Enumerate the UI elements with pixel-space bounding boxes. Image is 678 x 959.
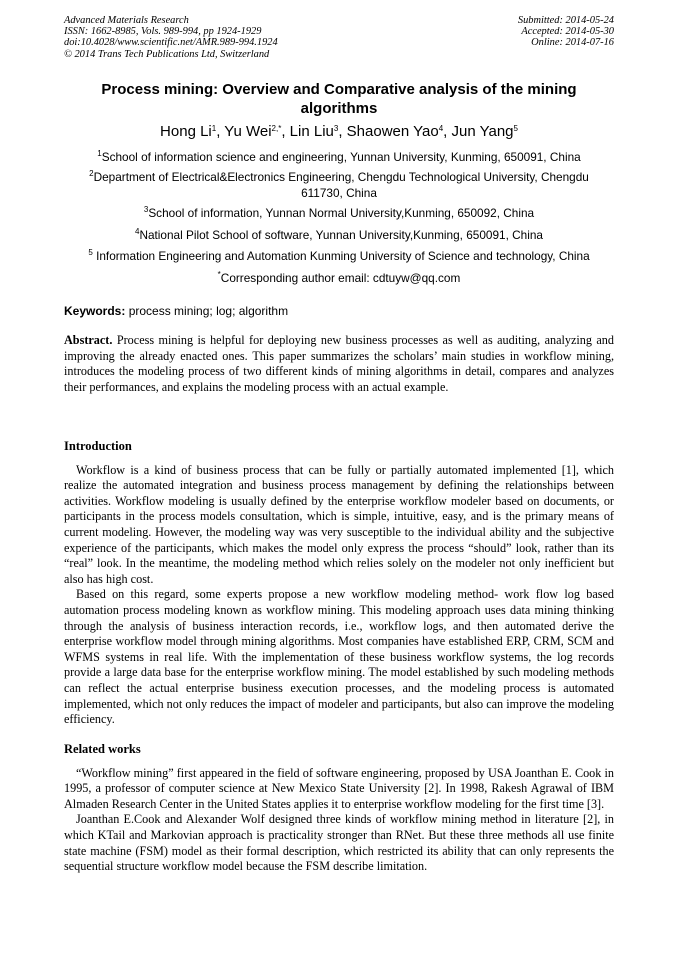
paragraph: Joanthan E.Cook and Alexander Wolf designed three kinds of workflow mining method in literature [2], in which KTail and Markovian approach is practicality stronger than RNet. But these three methods all use finite state machine (FSM) model as their formal description, which restricted its ability that can only represents the sequential structure workflow model because the FSM describe limitation. [64,812,614,874]
author-sup: 3 [333,124,339,133]
paragraph: “Workflow mining” first appeared in the field of software engineering, proposed by USA Joanthan E. Cook in 1995, a professor of computer science at New Mexico State University [2]. In 1998, Rakesh Agrawal of IBM Almaden Research Center in the United States applies it to enterprise workflow modeling for the first time [3]. [64,765,614,811]
section-heading: Introduction [64,439,132,453]
affiliation: $^3$School of information, Yunnan Normal University,Kunming, 650092, China [143,205,535,220]
paragraph: Based on this regard, some experts propose a new workflow modeling method- work flow log based automation process modeling known as workflow mining. This modeling approach uses data mining thinking through the analysis of business interaction records, i.e., workflow logs, and then automated derive the enterprise workflow model through mining algorithms. Most companies have established ERP, CRM, SCM and WFMS systems in real life. With the implementation of these business workflow systems, the log records provide a large data base for the enterprise workflow mining. The model established by such modeling methods can reflect the actual enterprise business execution processes, and the modeling process is automated implemented, which not only reduces the impact of modeler and participants, but also can improve the modeling efficiency. [64,587,614,727]
author: Yu Wei [224,123,272,140]
section-heading: Related works [64,742,141,756]
affiliation: $^4$National Pilot School of software, Yunnan University,Kunming, 650091, China [135,227,543,242]
author: Lin Liu [289,123,334,140]
journal-line: ISSN: 1662-8985, Vols. 989-994, pp 1924-1929 [64,26,262,38]
keywords: Keywords: process mining; log; algorithm [64,304,289,318]
section-related-works [64,742,614,875]
author: Hong Li [160,123,212,140]
author-sup: 1 [211,124,217,133]
author: Shaowen Yao [346,123,439,140]
date-line: Submitted: 2014-05-24 [517,15,614,26]
abstract: Abstract. Process mining is helpful for deploying new business processes as well as auditing, analyzing and improving the already enacted ones. This paper summarizes the scholars’ main studies in workflow mining, introduces the modeling process of two different kinds of mining algorithms in detail, compares and analyzes their performances, and explains the modeling process with an actual example. [64,333,614,394]
affiliation: $^5$ Information Engineering and Automation Kunming University of Science and technology, China [88,248,590,263]
author-sup: 4 [438,124,444,133]
corresponding-author: *Corresponding author email: cdtuyw@qq.com [217,270,461,285]
journal-line: Advanced Materials Research [64,15,189,26]
date-line: Online: 2014-07-16 [531,37,614,49]
date-line: Accepted: 2014-05-30 [521,26,614,38]
paragraph: Workflow is a kind of business process that can be fully or partially automated implemented [1], which realize the automated integration and business process management by defining the relationships between activities. Workflow modeling is usually defined by the enterprise workflow modeler based on documents, or participants in the process models consultation, which is simple, intuitive, easy, and is the primary means of current modeling. However, the modeling way was very susceptible to the individual ability and the subjective experience of the participants, which makes the model only express the process “should” look, rather than its “real” look. In the meantime, the modeling method which relies solely on the modeler not only inefficient but also has high cost. [64,462,614,586]
journal-line: doi:10.4028/www.scientific.net/AMR.989-994.1924 [64,37,278,49]
journal-info [64,15,278,60]
author-list: Hong Li$^1$, Yu Wei$^{2,*}$, Lin Liu$^3$, Shaowen Yao$^4$, Jun Yang$^5$ [160,123,518,140]
affiliation: $^2$Department of Electrical&Electronics Engineering, Chengdu Technological University, Chengdu 611730, China [89,169,589,200]
author-sup: 2,* [271,124,282,133]
affiliation: $^1$School of information science and engineering, Yunnan University, Kunming, 650091, China [97,149,581,164]
journal-line: © 2014 Trans Tech Publications Ltd, Switzerland [64,48,270,60]
author-sup: 5 [513,124,518,133]
paper-title: Process mining: Overview and Comparative analysis of the mining algorithms [101,81,577,117]
author: Jun Yang [451,123,514,140]
section-introduction [64,439,614,728]
dates-info [518,15,614,49]
